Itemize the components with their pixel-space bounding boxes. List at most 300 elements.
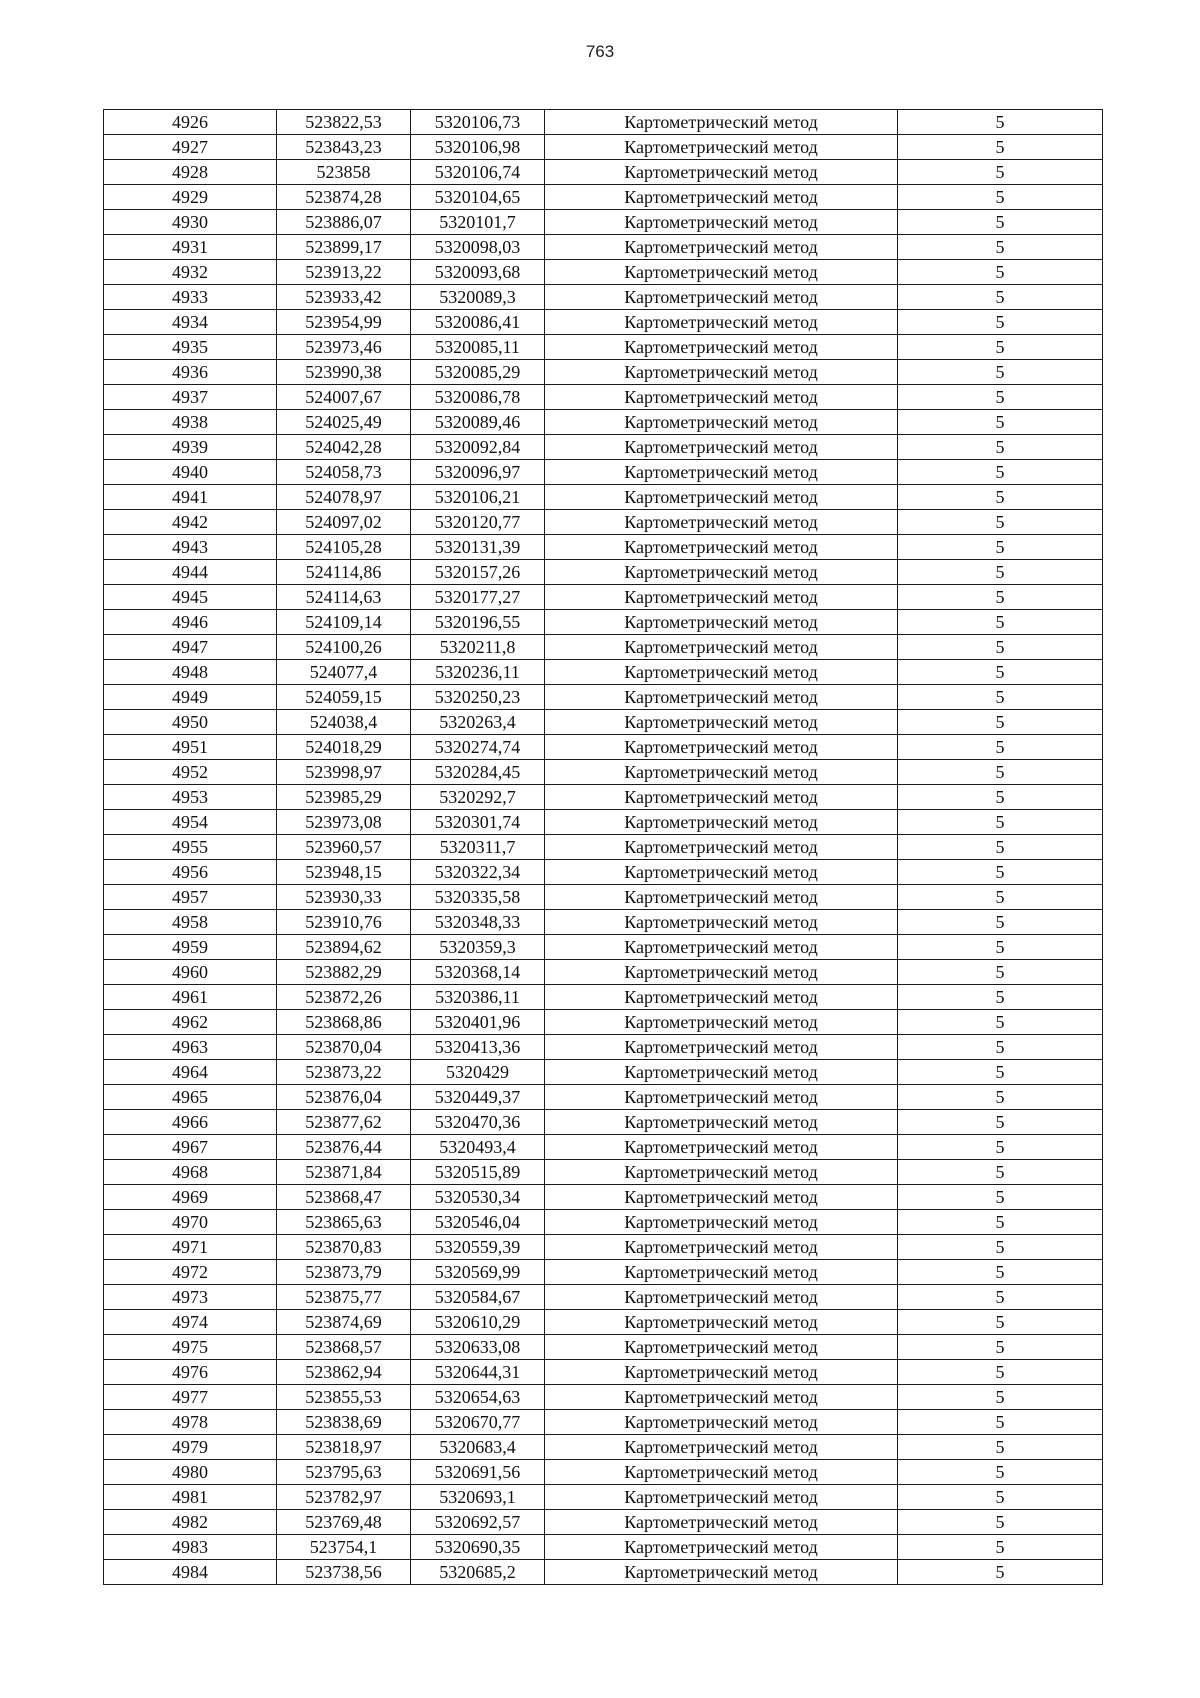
- table-row: [104, 585, 1103, 610]
- error-cell: 5: [898, 1535, 1103, 1560]
- error-cell: 5: [898, 510, 1103, 535]
- point-number-cell: 4947: [104, 635, 277, 660]
- table-row: [104, 1285, 1103, 1310]
- y-coordinate-cell: 5320610,29: [411, 1310, 545, 1335]
- point-number-cell: 4928: [104, 160, 277, 185]
- point-number-cell: 4946: [104, 610, 277, 635]
- y-coordinate-cell: 5320692,57: [411, 1510, 545, 1535]
- method-cell: Картометрический метод: [545, 1185, 898, 1210]
- y-coordinate-cell: 5320515,89: [411, 1160, 545, 1185]
- x-coordinate-cell: 523868,47: [277, 1185, 411, 1210]
- x-coordinate-cell: 523868,57: [277, 1335, 411, 1360]
- x-coordinate-cell: 523973,08: [277, 810, 411, 835]
- point-number-cell: 4936: [104, 360, 277, 385]
- x-coordinate-cell: 523858: [277, 160, 411, 185]
- table-row: [104, 1235, 1103, 1260]
- error-cell: 5: [898, 960, 1103, 985]
- error-cell: 5: [898, 210, 1103, 235]
- method-cell: Картометрический метод: [545, 1060, 898, 1085]
- error-cell: 5: [898, 335, 1103, 360]
- x-coordinate-cell: 523899,17: [277, 235, 411, 260]
- error-cell: 5: [898, 310, 1103, 335]
- error-cell: 5: [898, 1210, 1103, 1235]
- x-coordinate-cell: 523822,53: [277, 110, 411, 135]
- y-coordinate-cell: 5320284,45: [411, 760, 545, 785]
- error-cell: 5: [898, 1260, 1103, 1285]
- point-number-cell: 4959: [104, 935, 277, 960]
- x-coordinate-cell: 523876,44: [277, 1135, 411, 1160]
- table-row: [104, 235, 1103, 260]
- y-coordinate-cell: 5320096,97: [411, 460, 545, 485]
- point-number-cell: 4969: [104, 1185, 277, 1210]
- method-cell: Картометрический метод: [545, 1510, 898, 1535]
- table-row: [104, 1460, 1103, 1485]
- y-coordinate-cell: 5320093,68: [411, 260, 545, 285]
- table-row: [104, 560, 1103, 585]
- method-cell: Картометрический метод: [545, 1110, 898, 1135]
- point-number-cell: 4935: [104, 335, 277, 360]
- point-number-cell: 4943: [104, 535, 277, 560]
- table-row: [104, 610, 1103, 635]
- error-cell: 5: [898, 885, 1103, 910]
- point-number-cell: 4955: [104, 835, 277, 860]
- y-coordinate-cell: 5320413,36: [411, 1035, 545, 1060]
- table-row: [104, 1110, 1103, 1135]
- y-coordinate-cell: 5320584,67: [411, 1285, 545, 1310]
- point-number-cell: 4982: [104, 1510, 277, 1535]
- y-coordinate-cell: 5320368,14: [411, 960, 545, 985]
- y-coordinate-cell: 5320092,84: [411, 435, 545, 460]
- table-row: [104, 910, 1103, 935]
- error-cell: 5: [898, 360, 1103, 385]
- y-coordinate-cell: 5320429: [411, 1060, 545, 1085]
- y-coordinate-cell: 5320085,29: [411, 360, 545, 385]
- error-cell: 5: [898, 1285, 1103, 1310]
- y-coordinate-cell: 5320131,39: [411, 535, 545, 560]
- method-cell: Картометрический метод: [545, 1010, 898, 1035]
- table-row: [104, 110, 1103, 135]
- point-number-cell: 4933: [104, 285, 277, 310]
- table-row: [104, 1335, 1103, 1360]
- table-row: [104, 1560, 1103, 1585]
- method-cell: Картометрический метод: [545, 410, 898, 435]
- x-coordinate-cell: 524059,15: [277, 685, 411, 710]
- point-number-cell: 4980: [104, 1460, 277, 1485]
- table-row: [104, 1035, 1103, 1060]
- y-coordinate-cell: 5320386,11: [411, 985, 545, 1010]
- method-cell: Картометрический метод: [545, 335, 898, 360]
- x-coordinate-cell: 523998,97: [277, 760, 411, 785]
- error-cell: 5: [898, 535, 1103, 560]
- y-coordinate-cell: 5320101,7: [411, 210, 545, 235]
- method-cell: Картометрический метод: [545, 110, 898, 135]
- y-coordinate-cell: 5320086,41: [411, 310, 545, 335]
- x-coordinate-cell: 523954,99: [277, 310, 411, 335]
- coordinates-table: [103, 109, 1103, 1585]
- y-coordinate-cell: 5320196,55: [411, 610, 545, 635]
- x-coordinate-cell: 524109,14: [277, 610, 411, 635]
- error-cell: 5: [898, 1235, 1103, 1260]
- x-coordinate-cell: 523870,83: [277, 1235, 411, 1260]
- y-coordinate-cell: 5320654,63: [411, 1385, 545, 1410]
- x-coordinate-cell: 524038,4: [277, 710, 411, 735]
- error-cell: 5: [898, 560, 1103, 585]
- x-coordinate-cell: 523873,79: [277, 1260, 411, 1285]
- method-cell: Картометрический метод: [545, 610, 898, 635]
- table-row: [104, 935, 1103, 960]
- error-cell: 5: [898, 585, 1103, 610]
- error-cell: 5: [898, 910, 1103, 935]
- point-number-cell: 4961: [104, 985, 277, 1010]
- error-cell: 5: [898, 1510, 1103, 1535]
- method-cell: Картометрический метод: [545, 1310, 898, 1335]
- y-coordinate-cell: 5320691,56: [411, 1460, 545, 1485]
- y-coordinate-cell: 5320089,3: [411, 285, 545, 310]
- method-cell: Картометрический метод: [545, 1335, 898, 1360]
- point-number-cell: 4956: [104, 860, 277, 885]
- y-coordinate-cell: 5320493,4: [411, 1135, 545, 1160]
- point-number-cell: 4962: [104, 1010, 277, 1035]
- y-coordinate-cell: 5320157,26: [411, 560, 545, 585]
- x-coordinate-cell: 524007,67: [277, 385, 411, 410]
- method-cell: Картометрический метод: [545, 785, 898, 810]
- error-cell: 5: [898, 1435, 1103, 1460]
- y-coordinate-cell: 5320104,65: [411, 185, 545, 210]
- point-number-cell: 4970: [104, 1210, 277, 1235]
- point-number-cell: 4953: [104, 785, 277, 810]
- x-coordinate-cell: 523933,42: [277, 285, 411, 310]
- point-number-cell: 4960: [104, 960, 277, 985]
- error-cell: 5: [898, 1085, 1103, 1110]
- method-cell: Картометрический метод: [545, 485, 898, 510]
- point-number-cell: 4977: [104, 1385, 277, 1410]
- table-row: [104, 1435, 1103, 1460]
- error-cell: 5: [898, 285, 1103, 310]
- x-coordinate-cell: 523838,69: [277, 1410, 411, 1435]
- table-row: [104, 710, 1103, 735]
- x-coordinate-cell: 523875,77: [277, 1285, 411, 1310]
- method-cell: Картометрический метод: [545, 435, 898, 460]
- error-cell: 5: [898, 1135, 1103, 1160]
- x-coordinate-cell: 523894,62: [277, 935, 411, 960]
- point-number-cell: 4932: [104, 260, 277, 285]
- method-cell: Картометрический метод: [545, 735, 898, 760]
- point-number-cell: 4934: [104, 310, 277, 335]
- point-number-cell: 4927: [104, 135, 277, 160]
- point-number-cell: 4930: [104, 210, 277, 235]
- error-cell: 5: [898, 785, 1103, 810]
- point-number-cell: 4979: [104, 1435, 277, 1460]
- x-coordinate-cell: 524042,28: [277, 435, 411, 460]
- method-cell: Картометрический метод: [545, 585, 898, 610]
- method-cell: Картометрический метод: [545, 1035, 898, 1060]
- table-row: [104, 1410, 1103, 1435]
- y-coordinate-cell: 5320292,7: [411, 785, 545, 810]
- x-coordinate-cell: 523769,48: [277, 1510, 411, 1535]
- method-cell: Картометрический метод: [545, 1160, 898, 1185]
- point-number-cell: 4951: [104, 735, 277, 760]
- table-row: [104, 660, 1103, 685]
- y-coordinate-cell: 5320690,35: [411, 1535, 545, 1560]
- table-row: [104, 985, 1103, 1010]
- table-row: [104, 685, 1103, 710]
- y-coordinate-cell: 5320106,21: [411, 485, 545, 510]
- x-coordinate-cell: 524018,29: [277, 735, 411, 760]
- point-number-cell: 4942: [104, 510, 277, 535]
- x-coordinate-cell: 523913,22: [277, 260, 411, 285]
- point-number-cell: 4945: [104, 585, 277, 610]
- x-coordinate-cell: 523871,84: [277, 1160, 411, 1185]
- y-coordinate-cell: 5320348,33: [411, 910, 545, 935]
- error-cell: 5: [898, 735, 1103, 760]
- error-cell: 5: [898, 1485, 1103, 1510]
- y-coordinate-cell: 5320311,7: [411, 835, 545, 860]
- method-cell: Картометрический метод: [545, 1385, 898, 1410]
- y-coordinate-cell: 5320401,96: [411, 1010, 545, 1035]
- method-cell: Картометрический метод: [545, 760, 898, 785]
- table-row: [104, 735, 1103, 760]
- x-coordinate-cell: 524078,97: [277, 485, 411, 510]
- error-cell: 5: [898, 235, 1103, 260]
- method-cell: Картометрический метод: [545, 360, 898, 385]
- table-row: [104, 185, 1103, 210]
- error-cell: 5: [898, 985, 1103, 1010]
- error-cell: 5: [898, 1460, 1103, 1485]
- error-cell: 5: [898, 1310, 1103, 1335]
- table-row: [104, 435, 1103, 460]
- y-coordinate-cell: 5320086,78: [411, 385, 545, 410]
- error-cell: 5: [898, 1360, 1103, 1385]
- table-row: [104, 460, 1103, 485]
- y-coordinate-cell: 5320670,77: [411, 1410, 545, 1435]
- table-row: [104, 160, 1103, 185]
- table-row: [104, 385, 1103, 410]
- y-coordinate-cell: 5320683,4: [411, 1435, 545, 1460]
- method-cell: Картометрический метод: [545, 1460, 898, 1485]
- method-cell: Картометрический метод: [545, 185, 898, 210]
- method-cell: Картометрический метод: [545, 935, 898, 960]
- x-coordinate-cell: 523882,29: [277, 960, 411, 985]
- error-cell: 5: [898, 710, 1103, 735]
- point-number-cell: 4938: [104, 410, 277, 435]
- error-cell: 5: [898, 685, 1103, 710]
- x-coordinate-cell: 523874,28: [277, 185, 411, 210]
- point-number-cell: 4957: [104, 885, 277, 910]
- y-coordinate-cell: 5320106,74: [411, 160, 545, 185]
- y-coordinate-cell: 5320274,74: [411, 735, 545, 760]
- y-coordinate-cell: 5320263,4: [411, 710, 545, 735]
- error-cell: 5: [898, 135, 1103, 160]
- x-coordinate-cell: 523990,38: [277, 360, 411, 385]
- table-row: [104, 1010, 1103, 1035]
- x-coordinate-cell: 523865,63: [277, 1210, 411, 1235]
- table-row: [104, 1210, 1103, 1235]
- x-coordinate-cell: 523874,69: [277, 1310, 411, 1335]
- table-row: [104, 1135, 1103, 1160]
- table-row: [104, 335, 1103, 360]
- y-coordinate-cell: 5320211,8: [411, 635, 545, 660]
- table-row: [104, 635, 1103, 660]
- method-cell: Картометрический метод: [545, 235, 898, 260]
- x-coordinate-cell: 523973,46: [277, 335, 411, 360]
- point-number-cell: 4929: [104, 185, 277, 210]
- y-coordinate-cell: 5320177,27: [411, 585, 545, 610]
- method-cell: Картометрический метод: [545, 1260, 898, 1285]
- point-number-cell: 4972: [104, 1260, 277, 1285]
- method-cell: Картометрический метод: [545, 1360, 898, 1385]
- error-cell: 5: [898, 835, 1103, 860]
- error-cell: 5: [898, 160, 1103, 185]
- x-coordinate-cell: 523738,56: [277, 1560, 411, 1585]
- x-coordinate-cell: 523872,26: [277, 985, 411, 1010]
- point-number-cell: 4926: [104, 110, 277, 135]
- point-number-cell: 4967: [104, 1135, 277, 1160]
- error-cell: 5: [898, 810, 1103, 835]
- coordinates-table-body: [104, 110, 1103, 1585]
- method-cell: Картометрический метод: [545, 710, 898, 735]
- table-row: [104, 1385, 1103, 1410]
- table-row: [104, 360, 1103, 385]
- table-row: [104, 410, 1103, 435]
- method-cell: Картометрический метод: [545, 1285, 898, 1310]
- method-cell: Картометрический метод: [545, 510, 898, 535]
- table-row: [104, 485, 1103, 510]
- error-cell: 5: [898, 1010, 1103, 1035]
- method-cell: Картометрический метод: [545, 310, 898, 335]
- method-cell: Картометрический метод: [545, 210, 898, 235]
- x-coordinate-cell: 523870,04: [277, 1035, 411, 1060]
- point-number-cell: 4944: [104, 560, 277, 585]
- method-cell: Картометрический метод: [545, 1135, 898, 1160]
- x-coordinate-cell: 523930,33: [277, 885, 411, 910]
- point-number-cell: 4939: [104, 435, 277, 460]
- method-cell: Картометрический метод: [545, 660, 898, 685]
- point-number-cell: 4963: [104, 1035, 277, 1060]
- error-cell: 5: [898, 1060, 1103, 1085]
- y-coordinate-cell: 5320301,74: [411, 810, 545, 835]
- table-row: [104, 1185, 1103, 1210]
- y-coordinate-cell: 5320693,1: [411, 1485, 545, 1510]
- error-cell: 5: [898, 660, 1103, 685]
- point-number-cell: 4978: [104, 1410, 277, 1435]
- error-cell: 5: [898, 435, 1103, 460]
- point-number-cell: 4981: [104, 1485, 277, 1510]
- table-row: [104, 260, 1103, 285]
- method-cell: Картометрический метод: [545, 1085, 898, 1110]
- method-cell: Картометрический метод: [545, 960, 898, 985]
- y-coordinate-cell: 5320530,34: [411, 1185, 545, 1210]
- table-row: [104, 960, 1103, 985]
- x-coordinate-cell: 523985,29: [277, 785, 411, 810]
- x-coordinate-cell: 524097,02: [277, 510, 411, 535]
- table-row: [104, 1160, 1103, 1185]
- error-cell: 5: [898, 1385, 1103, 1410]
- page-number: 763: [585, 42, 615, 61]
- point-number-cell: 4940: [104, 460, 277, 485]
- table-row: [104, 860, 1103, 885]
- y-coordinate-cell: 5320449,37: [411, 1085, 545, 1110]
- error-cell: 5: [898, 635, 1103, 660]
- method-cell: Картометрический метод: [545, 385, 898, 410]
- x-coordinate-cell: 523868,86: [277, 1010, 411, 1035]
- method-cell: Картометрический метод: [545, 885, 898, 910]
- error-cell: 5: [898, 1335, 1103, 1360]
- y-coordinate-cell: 5320559,39: [411, 1235, 545, 1260]
- method-cell: Картометрический метод: [545, 1560, 898, 1585]
- table-row: [104, 1510, 1103, 1535]
- error-cell: 5: [898, 1110, 1103, 1135]
- table-row: [104, 1060, 1103, 1085]
- point-number-cell: 4984: [104, 1560, 277, 1585]
- x-coordinate-cell: 523948,15: [277, 860, 411, 885]
- table-row: [104, 310, 1103, 335]
- method-cell: Картометрический метод: [545, 460, 898, 485]
- y-coordinate-cell: 5320359,3: [411, 935, 545, 960]
- table-row: [104, 810, 1103, 835]
- error-cell: 5: [898, 860, 1103, 885]
- table-row: [104, 1535, 1103, 1560]
- table-row: [104, 1260, 1103, 1285]
- table-row: [104, 1085, 1103, 1110]
- x-coordinate-cell: 523795,63: [277, 1460, 411, 1485]
- point-number-cell: 4941: [104, 485, 277, 510]
- table-row: [104, 535, 1103, 560]
- point-number-cell: 4976: [104, 1360, 277, 1385]
- point-number-cell: 4948: [104, 660, 277, 685]
- x-coordinate-cell: 523886,07: [277, 210, 411, 235]
- table-row: [104, 135, 1103, 160]
- x-coordinate-cell: 523754,1: [277, 1535, 411, 1560]
- x-coordinate-cell: 524100,26: [277, 635, 411, 660]
- x-coordinate-cell: 523843,23: [277, 135, 411, 160]
- method-cell: Картометрический метод: [545, 135, 898, 160]
- y-coordinate-cell: 5320322,34: [411, 860, 545, 885]
- error-cell: 5: [898, 260, 1103, 285]
- y-coordinate-cell: 5320106,98: [411, 135, 545, 160]
- x-coordinate-cell: 523855,53: [277, 1385, 411, 1410]
- x-coordinate-cell: 523818,97: [277, 1435, 411, 1460]
- method-cell: Картометрический метод: [545, 285, 898, 310]
- point-number-cell: 4949: [104, 685, 277, 710]
- y-coordinate-cell: 5320644,31: [411, 1360, 545, 1385]
- x-coordinate-cell: 523862,94: [277, 1360, 411, 1385]
- error-cell: 5: [898, 185, 1103, 210]
- error-cell: 5: [898, 1035, 1103, 1060]
- method-cell: Картометрический метод: [545, 1485, 898, 1510]
- method-cell: Картометрический метод: [545, 985, 898, 1010]
- point-number-cell: 4937: [104, 385, 277, 410]
- error-cell: 5: [898, 385, 1103, 410]
- x-coordinate-cell: 523873,22: [277, 1060, 411, 1085]
- y-coordinate-cell: 5320250,23: [411, 685, 545, 710]
- y-coordinate-cell: 5320098,03: [411, 235, 545, 260]
- point-number-cell: 4966: [104, 1110, 277, 1135]
- method-cell: Картометрический метод: [545, 535, 898, 560]
- point-number-cell: 4983: [104, 1535, 277, 1560]
- method-cell: Картометрический метод: [545, 560, 898, 585]
- y-coordinate-cell: 5320120,77: [411, 510, 545, 535]
- error-cell: 5: [898, 1160, 1103, 1185]
- error-cell: 5: [898, 610, 1103, 635]
- y-coordinate-cell: 5320685,2: [411, 1560, 545, 1585]
- y-coordinate-cell: 5320470,36: [411, 1110, 545, 1135]
- table-row: [104, 285, 1103, 310]
- method-cell: Картометрический метод: [545, 810, 898, 835]
- point-number-cell: 4974: [104, 1310, 277, 1335]
- y-coordinate-cell: 5320335,58: [411, 885, 545, 910]
- point-number-cell: 4971: [104, 1235, 277, 1260]
- table-row: [104, 785, 1103, 810]
